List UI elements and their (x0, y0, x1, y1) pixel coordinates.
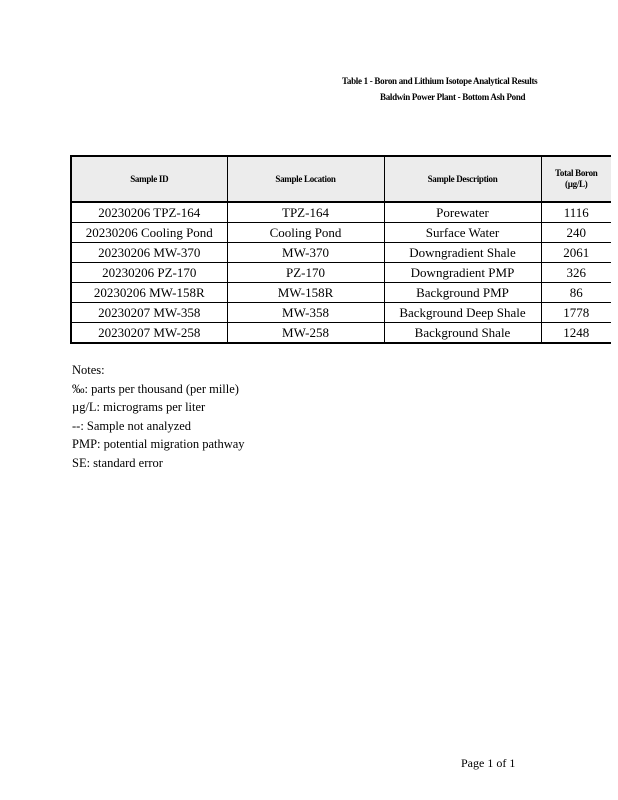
table-row (71, 283, 611, 303)
cell-sample-id: 20230206 Cooling Pond (71, 223, 227, 243)
cell-location: MW-370 (227, 243, 384, 263)
cell-location: Cooling Pond (227, 223, 384, 243)
table-row (71, 243, 611, 263)
cell-boron: 1248 (541, 323, 611, 344)
title-line-2: Baldwin Power Plant - Bottom Ash Pond (380, 92, 526, 102)
cell-boron: 326 (541, 263, 611, 283)
header-total-boron-label: Total Boron (555, 168, 598, 178)
cell-boron: 86 (541, 283, 611, 303)
header-sample-location: Sample Location (227, 156, 384, 202)
cell-sample-id: 20230207 MW-358 (71, 303, 227, 323)
cell-sample-id: 20230206 PZ-170 (71, 263, 227, 283)
notes-heading: Notes: (72, 363, 105, 377)
title-line-1: Table 1 - Boron and Lithium Isotope Analytical Results (342, 76, 538, 86)
cell-description: Downgradient PMP (384, 263, 541, 283)
cell-boron: 2061 (541, 243, 611, 263)
note-item: µg/L: micrograms per liter (72, 400, 206, 414)
page-number: Page 1 of 1 (461, 756, 516, 770)
cell-description: Porewater (384, 202, 541, 223)
table-row (71, 263, 611, 283)
table-row (71, 202, 611, 223)
cell-location: MW-258 (227, 323, 384, 344)
note-item: PMP: potential migration pathway (72, 437, 245, 451)
cell-boron: 1116 (541, 202, 611, 223)
header-total-boron (541, 156, 611, 202)
header-sample-id: Sample ID (71, 156, 227, 202)
notes-section (72, 361, 245, 472)
cell-description: Background Deep Shale (384, 303, 541, 323)
table-row (71, 323, 611, 344)
cell-boron: 240 (541, 223, 611, 243)
results-table (70, 155, 611, 344)
table-header-row (71, 156, 611, 202)
cell-location: MW-358 (227, 303, 384, 323)
note-item: SE: standard error (72, 455, 163, 470)
cell-location: MW-158R (227, 283, 384, 303)
cell-sample-id: 20230206 MW-370 (71, 243, 227, 263)
cell-sample-id: 20230206 MW-158R (71, 283, 227, 303)
header-sample-description: Sample Description (384, 156, 541, 202)
cell-description: Background PMP (384, 283, 541, 303)
cell-location: PZ-170 (227, 263, 384, 283)
cell-sample-id: 20230206 TPZ-164 (71, 202, 227, 223)
header-total-boron-unit: (µg/L) (565, 179, 588, 189)
cell-location: TPZ-164 (227, 202, 384, 223)
cell-description: Surface Water (384, 223, 541, 243)
cell-boron: 1778 (541, 303, 611, 323)
table-row (71, 223, 611, 243)
note-item: --: Sample not analyzed (72, 418, 192, 433)
table-row (71, 303, 611, 323)
cell-description: Downgradient Shale (384, 243, 541, 263)
note-item: ‰: parts per thousand (per mille) (72, 381, 239, 396)
cell-description: Background Shale (384, 323, 541, 344)
cell-sample-id: 20230207 MW-258 (71, 323, 227, 344)
